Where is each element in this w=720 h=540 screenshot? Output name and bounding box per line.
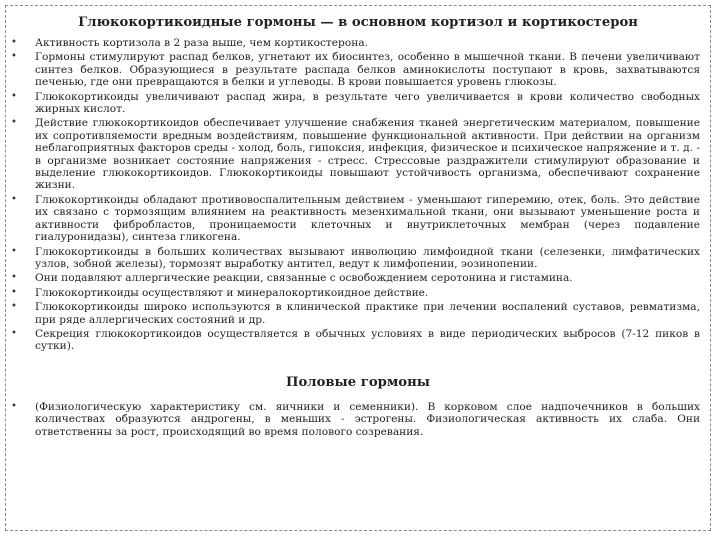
bullet-icon: •	[11, 327, 17, 339]
list-item	[6, 37, 710, 49]
section-title-sex-hormones: Половые гормоны	[286, 374, 430, 390]
slide-page	[5, 5, 711, 531]
list-item-text: (Физиологическую характеристику см. яичники и семенники). В корковом слое надпочечников в больших количествах образуются андрогены, в меньших - эстрогены. Физиологическая активность их слаба. Они ответственны за рост, происходящий во время полового созревания.	[35, 400, 700, 438]
bullet-icon: •	[11, 301, 17, 313]
list-item	[6, 287, 710, 299]
bullet-icon: •	[11, 272, 17, 284]
list-item-text: Активность кортизола в 2 раза выше, чем кортикостерона.	[35, 37, 368, 49]
list-item-text: Глюкокортикоиды широко используются в клинической практике при лечении воспалений суставов, ревматизма, при ряде аллергических состояний и др.	[35, 301, 700, 326]
list-item	[6, 51, 710, 88]
bullet-icon: •	[11, 90, 17, 102]
bullet-icon: •	[11, 51, 17, 63]
list-item	[6, 272, 710, 284]
bullet-icon: •	[11, 286, 17, 298]
list-item-text: Глюкокортикоиды в больших количествах вызывают инволюцию лимфоидной ткани (селезенки, лимфатических узлов, зобной железы), тормозят выработку антител, ведут к лимфопении, эозинопении.	[35, 245, 700, 270]
glucocorticoid-list	[6, 37, 710, 353]
list-item-text: Действие глюкокортикоидов обеспечивает улучшение снабжения тканей энергетическим материалом, повышение их сопротивляемости вредным воздействиям, повышение функциональной активности. При действии на организм неблагоприятных факторов среды - холод, боль, гипоксия, инфекция, физическое и психическое напряжение и т. д. - в организме возникает состояние напряжения - стресс. Стрессовые раздражители стимулируют образование и выделение глюкокортикоидов. Глюкокортикоиды повышают устойчивость организма, обеспечивают сохранение жизни.	[35, 117, 700, 192]
bullet-icon: •	[11, 37, 17, 48]
list-item	[6, 194, 710, 244]
list-item	[6, 246, 710, 271]
list-item	[6, 328, 710, 353]
list-item	[6, 91, 710, 116]
list-item-text: Они подавляют аллергические реакции, связанные с освобождением серотонина и гистамина.	[35, 272, 573, 285]
bullet-icon: •	[11, 193, 17, 205]
bullet-icon: •	[11, 117, 17, 129]
list-item	[6, 117, 710, 191]
section-title-glucocorticoids: Глюкокортикоидные гормоны — в основном кортизол и кортикостерон	[78, 15, 638, 30]
sex-hormone-list	[6, 401, 710, 438]
list-item-text: Глюкокортикоиды увеличивают распад жира, в результате чего увеличивается в крови количество свободных жирных кислот.	[35, 90, 700, 116]
bullet-icon: •	[11, 245, 17, 257]
list-item-text: Глюкокортикоиды осуществляют и минералокортикоидное действие.	[35, 286, 429, 299]
bullet-icon: •	[11, 400, 17, 412]
list-item	[6, 401, 710, 438]
list-item-text: Секреция глюкокортикоидов осуществляется в обычных условиях в виде периодических выбросов (7-12 пиков в сутки).	[35, 327, 700, 353]
list-item	[6, 301, 710, 326]
list-item-text: Гормоны стимулируют распад белков, угнетают их биосинтез, особенно в мышечной ткани. В печени увеличивают синтез белков. Образующиеся в результате распада белков аминокислоты поступают в кровь, захватываются печенью, где они превращаются в белки и углеводы. В крови повышается уровень глюкозы.	[35, 51, 700, 89]
list-item-text: Глюкокортикоиды обладают противовоспалительным действием - уменьшают гиперемию, отек, боль. Это действие их связано с тормозящим влиянием на реактивность мезенхимальной ткани, они вызывают уменьшение роста и активности фибробластов, проницаемости клеточных и внутриклеточных мембран (через подавление гиалуронидазы), синтеза гликогена.	[35, 193, 700, 244]
